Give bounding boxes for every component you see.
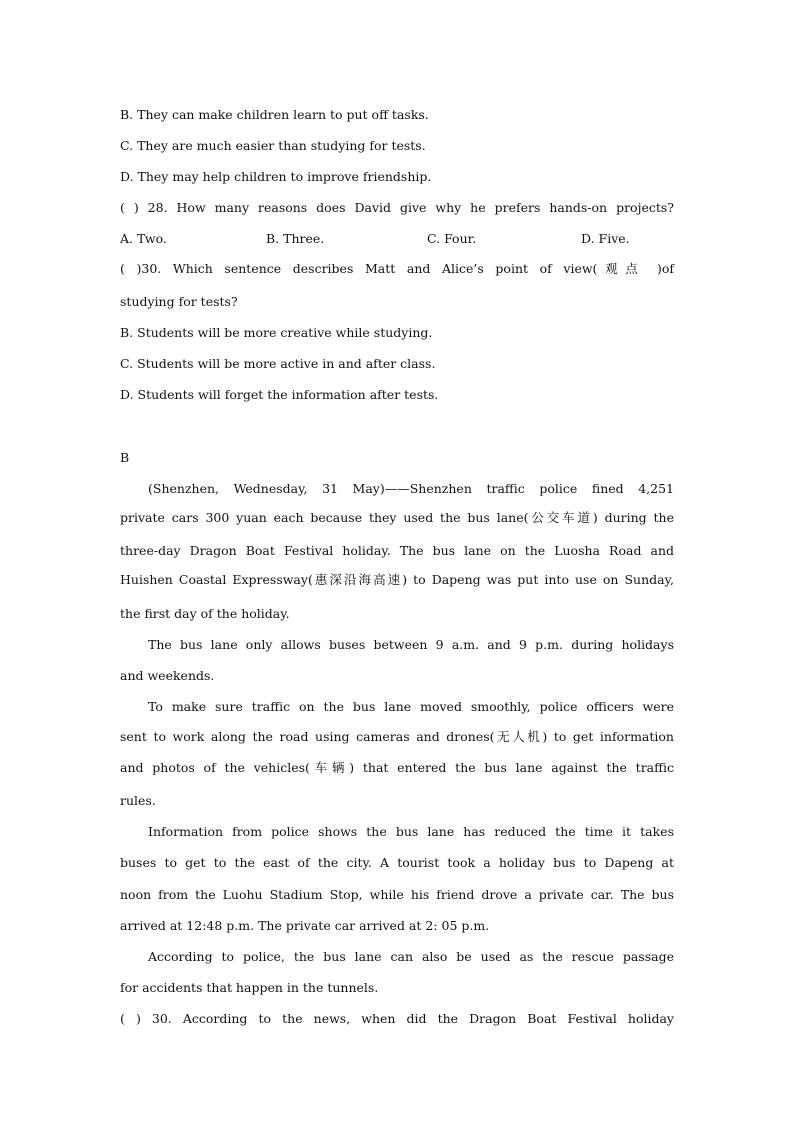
passage-line: private cars 300 yuan each because they used the bus lane(公交车道) during the	[120, 510, 674, 525]
passage-line: To make sure traffic on the bus lane moved smoothly, police officers were	[148, 699, 674, 714]
q30a-option-c: C. Students will be more active in and after class.	[120, 356, 436, 371]
q28-option-b: B. Three.	[266, 231, 325, 246]
q27-option-d: D. They may help children to improve friendship.	[120, 169, 432, 184]
q27-option-b: B. They can make children learn to put off tasks.	[120, 107, 429, 122]
passage-line: rules.	[120, 793, 156, 808]
section-b-label: B	[120, 450, 130, 465]
q30a-stem-line1: ( )30. Which sentence describes Matt and Alice’s point of view(观点 )of	[120, 261, 674, 276]
q30a-option-d: D. Students will forget the information after tests.	[120, 387, 439, 402]
passage-line: arrived at 12:48 p.m. The private car arrived at 2: 05 p.m.	[120, 918, 490, 933]
passage-line: for accidents that happen in the tunnels.	[120, 980, 379, 995]
passage-line: three-day Dragon Boat Festival holiday. The bus lane on the Luosha Road and	[120, 543, 674, 558]
q30b-stem: ( ) 30. According to the news, when did the Dragon Boat Festival holiday	[120, 1011, 674, 1026]
passage-line: and weekends.	[120, 668, 215, 683]
passage-line: Information from police shows the bus lane has reduced the time it takes	[148, 824, 674, 839]
q27-option-c: C. They are much easier than studying for tests.	[120, 138, 426, 153]
passage-line: (Shenzhen, Wednesday, 31 May)——Shenzhen traffic police fined 4,251	[148, 481, 674, 496]
q30a-stem-line2: studying for tests?	[120, 294, 238, 309]
passage-line: noon from the Luohu Stadium Stop, while his friend drove a private car. The bus	[120, 887, 674, 902]
passage-line: The bus lane only allows buses between 9 a.m. and 9 p.m. during holidays	[148, 637, 674, 652]
q28-stem: ( ) 28. How many reasons does David give why he prefers hands-on projects?	[120, 200, 674, 215]
passage-line: the first day of the holiday.	[120, 606, 290, 621]
q30a-option-b: B. Students will be more creative while studying.	[120, 325, 433, 340]
q28-option-a: A. Two.	[120, 231, 167, 246]
passage-line: Huishen Coastal Expressway(惠深沿海高速) to Dapeng was put into use on Sunday,	[120, 572, 674, 587]
passage-line: According to police, the bus lane can also be used as the rescue passage	[148, 949, 674, 964]
passage-line: buses to get to the east of the city. A tourist took a holiday bus to Dapeng at	[120, 855, 674, 870]
passage-line: sent to work along the road using cameras and drones(无人机) to get information	[120, 729, 674, 744]
q28-option-d: D. Five.	[581, 231, 630, 246]
passage-line: and photos of the vehicles(车辆) that entered the bus lane against the traffic	[120, 760, 674, 775]
q28-option-c: C. Four.	[427, 231, 477, 246]
